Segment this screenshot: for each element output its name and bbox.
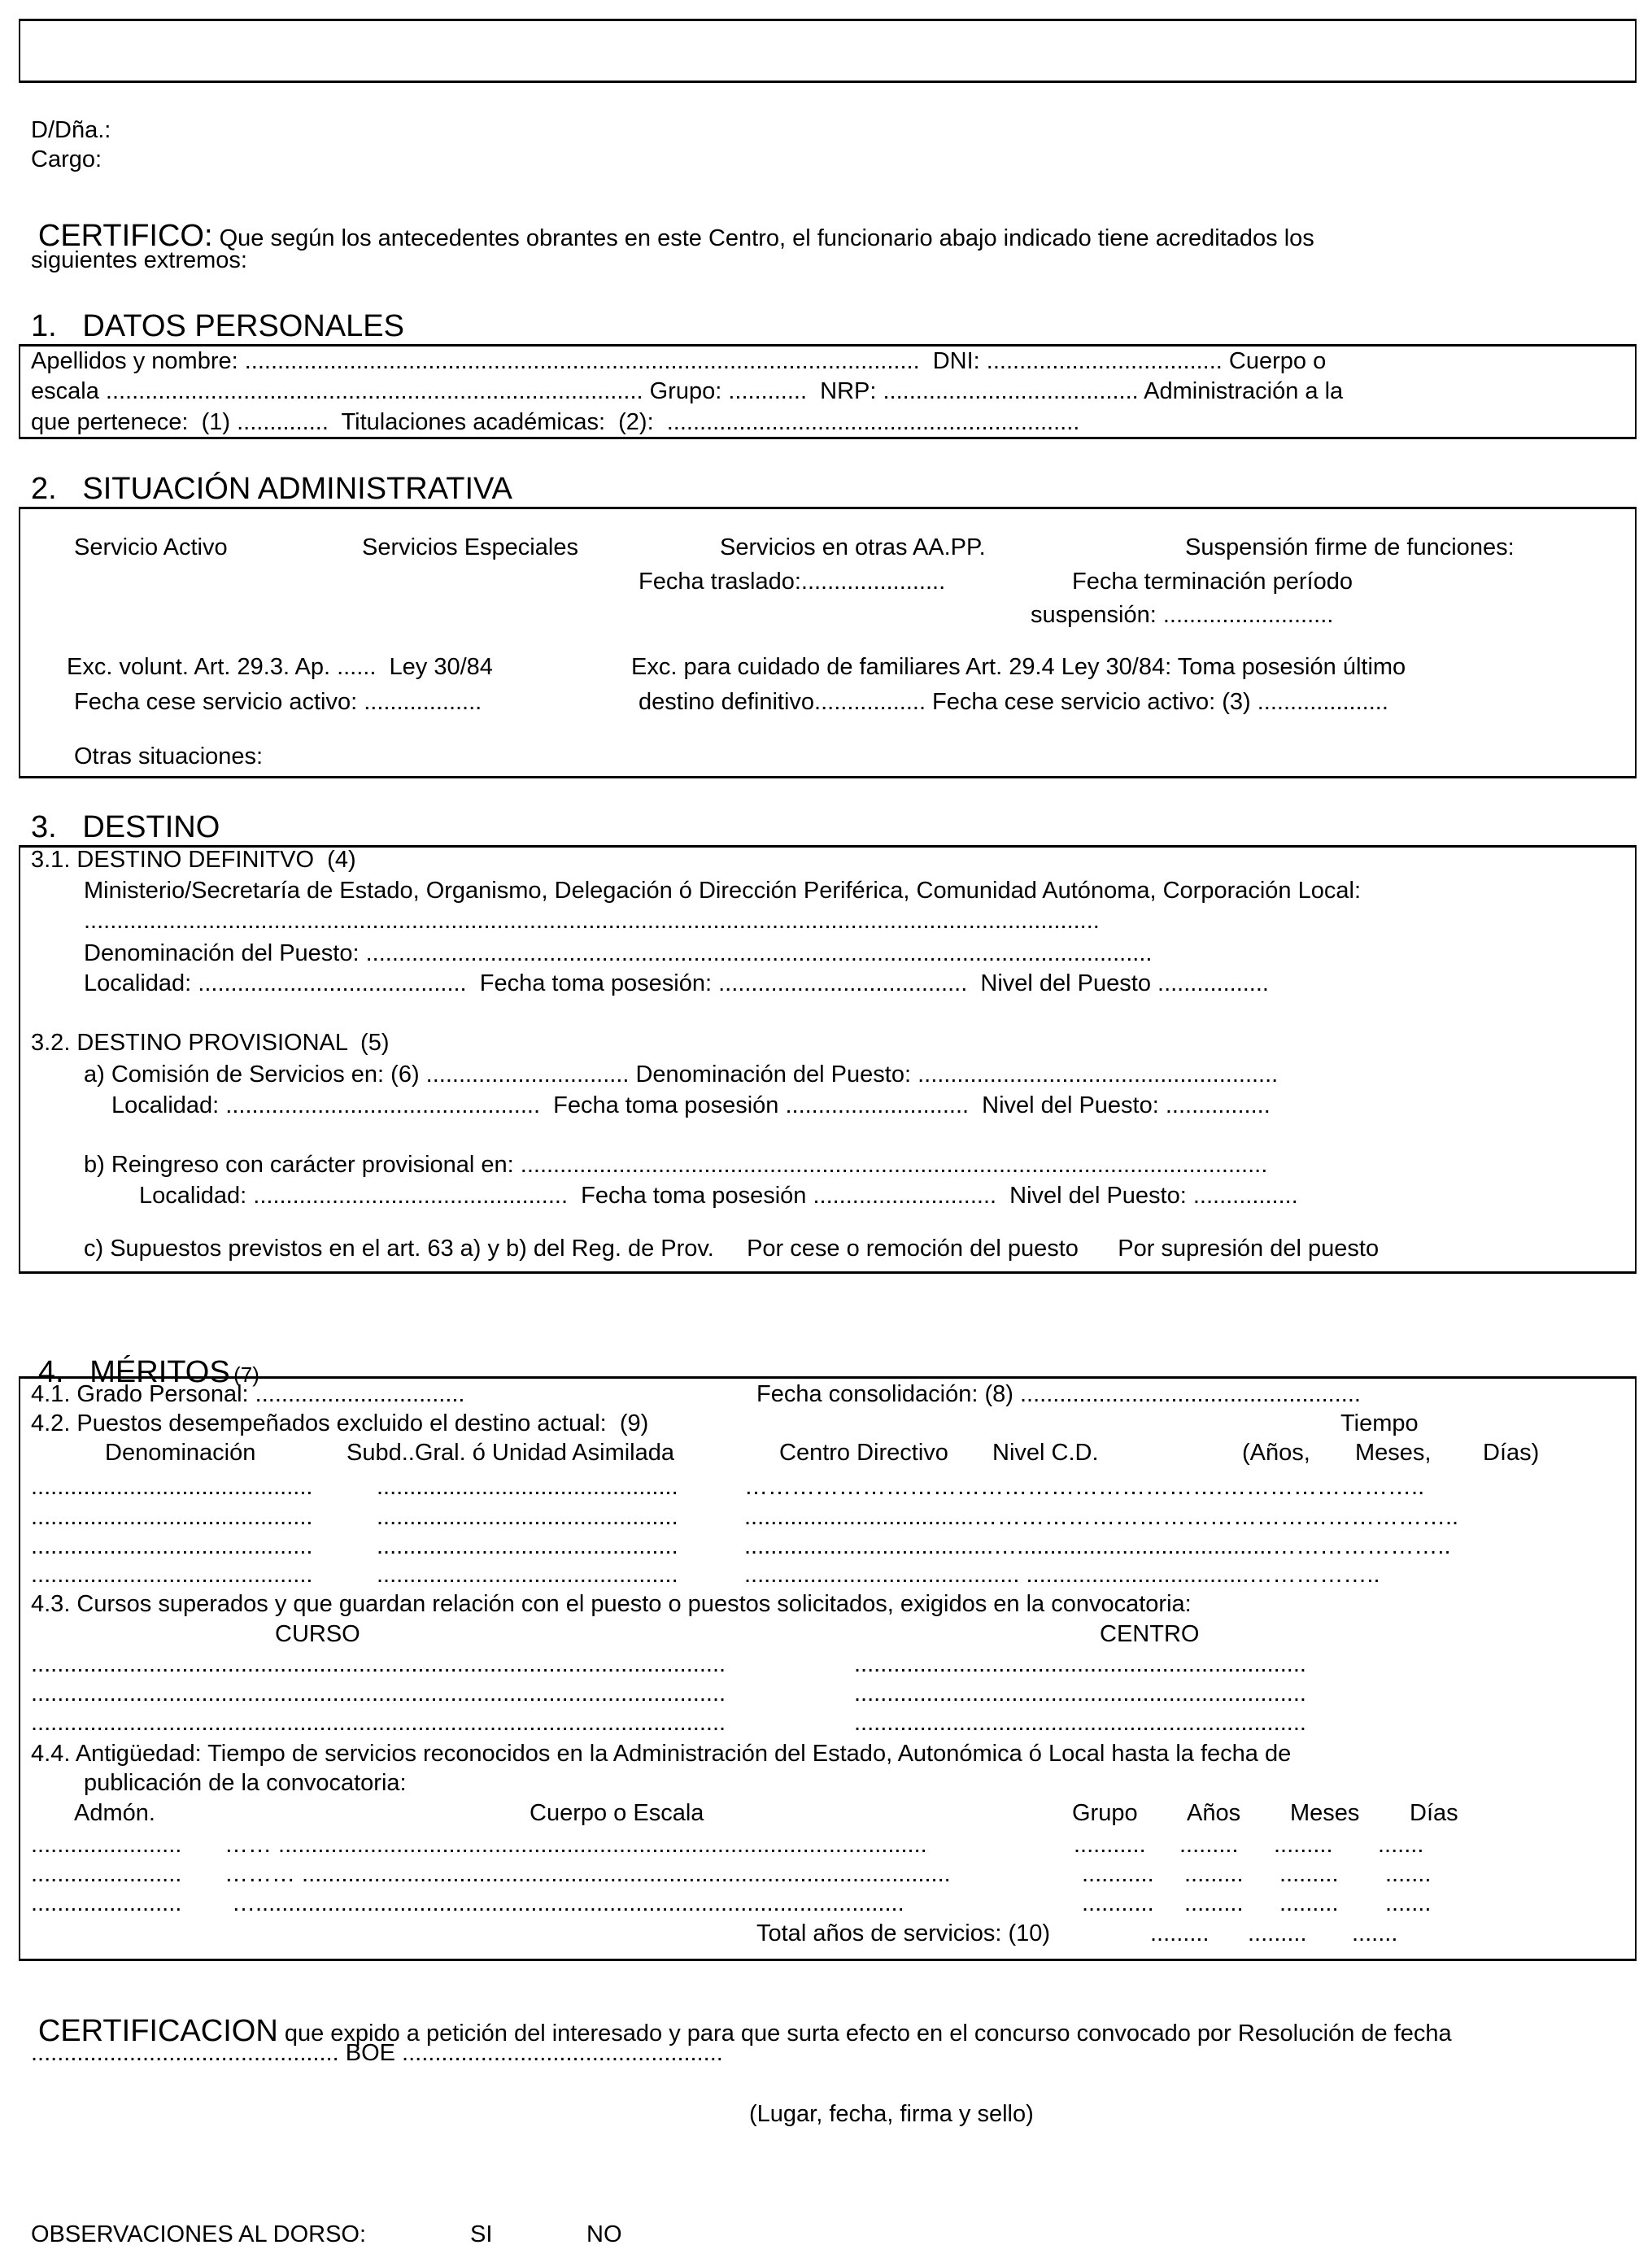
lugar-fecha-firma: (Lugar, fecha, firma y sello) bbox=[749, 2101, 1034, 2127]
ministerio-dots: ........................................................................................................................................................... bbox=[84, 908, 1100, 934]
antiguedad-row: ........... bbox=[1074, 1832, 1146, 1858]
antiguedad-row: ....................... bbox=[31, 1861, 182, 1887]
antiguedad-row: ......... bbox=[1279, 1861, 1339, 1887]
cursos-row: ..................................................................... bbox=[854, 1710, 1306, 1736]
comision-servicios: a) Comisión de Servicios en: (6) ............................... Denominación del Puesto: ....................................................... bbox=[84, 1061, 1279, 1088]
antiguedad-row: ......... bbox=[1184, 1861, 1244, 1887]
antiguedad-row: …................................................................................................... bbox=[232, 1890, 904, 1916]
antiguedad-row: ......... bbox=[1279, 1890, 1339, 1916]
antiguedad-row: ....... bbox=[1378, 1832, 1424, 1858]
certifico-paragraph bbox=[31, 207, 1314, 251]
destino-definitivo-cese: destino definitivo................. Fecha cese servicio activo: (3) .................... bbox=[639, 689, 1388, 715]
col-anos: Años bbox=[1187, 1800, 1241, 1826]
header-box bbox=[19, 19, 1637, 83]
puestos-desempenados: 4.2. Puestos desempeñados excluido el destino actual: (9) bbox=[31, 1410, 649, 1436]
antiguedad: 4.4. Antigüedad: Tiempo de servicios reconocidos en la Administración del Estado, Autonómica ó Local hasta la fecha de bbox=[31, 1741, 1292, 1767]
observaciones-label: OBSERVACIONES AL DORSO: bbox=[31, 2221, 367, 2247]
col-admon: Admón. bbox=[74, 1800, 155, 1826]
ministerio-label: Ministerio/Secretaría de Estado, Organismo, Delegación ó Dirección Periférica, Comunidad Autónoma, Corporación Local: bbox=[84, 878, 1362, 904]
col-subd-gral: Subd..Gral. ó Unidad Asimilada bbox=[347, 1440, 674, 1466]
antiguedad-row: ....................... bbox=[31, 1890, 182, 1916]
antiguedad-row: ......... bbox=[1274, 1832, 1333, 1858]
personal-line-1: Apellidos y nombre: ....................................................................................................... DNI: .................................... Cuerpo o bbox=[31, 348, 1327, 374]
section2-title: 2. SITUACIÓN ADMINISTRATIVA bbox=[31, 472, 512, 506]
cursos-row: .......................................................................................................... bbox=[31, 1710, 726, 1736]
col-cuerpo-escala: Cuerpo o Escala bbox=[530, 1800, 704, 1826]
section1-title: 1. DATOS PERSONALES bbox=[31, 309, 404, 343]
certifico-text-2: siguientes extremos: bbox=[31, 247, 247, 273]
puestos-row: ........................................... bbox=[31, 1504, 313, 1530]
observaciones-no[interactable]: NO bbox=[586, 2221, 622, 2247]
personal-line-2: escala .................................................................................. Grupo: ............ NRP: ....................................... Administración a la bbox=[31, 378, 1344, 404]
personal-line-3: que pertenece: (1) .............. Titulaciones académicas: (2): ............................................................... bbox=[31, 409, 1080, 435]
antiguedad-row: ........... bbox=[1082, 1861, 1154, 1887]
total-dias: ....... bbox=[1352, 1920, 1398, 1946]
destino-provisional-title: 3.2. DESTINO PROVISIONAL (5) bbox=[31, 1030, 390, 1056]
option-exc-cuidado[interactable]: Exc. para cuidado de familiares Art. 29.4 Ley 30/84: Toma posesión último bbox=[631, 654, 1406, 680]
denominacion-puesto-def: Denominación del Puesto: ........................................................................................................................ bbox=[84, 940, 1153, 966]
cursos-row: ..................................................................... bbox=[854, 1651, 1306, 1677]
puestos-row: .............................................. bbox=[377, 1562, 678, 1588]
option-suspension-firme[interactable]: Suspensión firme de funciones: bbox=[1185, 534, 1515, 560]
section4-note: (7) bbox=[233, 1362, 259, 1387]
option-servicios-otras-aapp[interactable]: Servicios en otras AA.PP. bbox=[720, 534, 986, 560]
col-meses: Meses bbox=[1290, 1800, 1360, 1826]
observaciones-si[interactable]: SI bbox=[470, 2221, 493, 2247]
antiguedad-row: …… ................................................................................................... bbox=[224, 1832, 927, 1858]
section3-title: 3. DESTINO bbox=[31, 810, 220, 844]
puestos-row: .............................................. bbox=[377, 1504, 678, 1530]
puestos-row: ........................................... bbox=[31, 1474, 313, 1500]
total-anos: ......... bbox=[1150, 1920, 1210, 1946]
certifico-word: CERTIFICO: bbox=[37, 219, 213, 253]
puestos-row: ...................................…………………………………………………….. bbox=[744, 1504, 1459, 1530]
suspension-date: suspensión: .......................... bbox=[1031, 602, 1334, 628]
fecha-consolidacion: Fecha consolidación: (8) .................................................... bbox=[756, 1381, 1361, 1407]
puestos-row: ......................................….......................................………………….. bbox=[744, 1533, 1451, 1559]
col-denominacion: Denominación bbox=[105, 1440, 256, 1466]
col-dias: Días bbox=[1410, 1800, 1458, 1826]
certifico-text: Que según los antecedentes obrantes en este Centro, el funcionario abajo indicado tiene acreditados los bbox=[212, 225, 1314, 251]
grado-personal: 4.1. Grado Personal: ................................ bbox=[31, 1381, 465, 1407]
puestos-row: ........................................... bbox=[31, 1562, 313, 1588]
comision-localidad: Localidad: ................................................ Fecha toma posesión ............................ Nivel del Puesto: ................ bbox=[111, 1092, 1271, 1118]
certificacion-text: que expido a petición del interesado y para que surta efecto en el concurso convocado por Resolución de fecha bbox=[277, 2020, 1452, 2047]
antiguedad-row: ......... bbox=[1184, 1890, 1244, 1916]
cursos-row: ..................................................................... bbox=[854, 1680, 1306, 1707]
puestos-row: .............................................. bbox=[377, 1474, 678, 1500]
col-centro: CENTRO bbox=[1100, 1621, 1200, 1647]
fecha-terminacion: Fecha terminación período bbox=[1072, 569, 1353, 595]
col-grupo: Grupo bbox=[1072, 1800, 1138, 1826]
destino-definitivo-title: 3.1. DESTINO DEFINITVO (4) bbox=[31, 847, 356, 873]
col-curso: CURSO bbox=[275, 1621, 360, 1647]
name-label: D/Dña.: bbox=[31, 117, 111, 143]
col-nivel-cd: Nivel C.D. bbox=[992, 1440, 1099, 1466]
certificacion-word: CERTIFICACION bbox=[37, 2014, 278, 2048]
puestos-row: …………………………………………………….…………………….. bbox=[744, 1474, 1425, 1500]
puestos-row: .............................................. bbox=[377, 1533, 678, 1559]
col-dias: Días) bbox=[1483, 1440, 1540, 1466]
localidad-def: Localidad: ......................................... Fecha toma posesión: ...................................... Nivel del Puesto ................. bbox=[84, 970, 1269, 996]
total-meses: ......... bbox=[1248, 1920, 1307, 1946]
fecha-cese: Fecha cese servicio activo: .................. bbox=[74, 689, 482, 715]
option-servicio-activo[interactable]: Servicio Activo bbox=[74, 534, 228, 560]
total-anos-label: Total años de servicios: (10) bbox=[756, 1920, 1051, 1946]
cursos-superados: 4.3. Cursos superados y que guardan relación con el puesto o puestos solicitados, exigidos en la convocatoria: bbox=[31, 1591, 1192, 1617]
supuestos-previstos[interactable]: c) Supuestos previstos en el art. 63 a) y b) del Reg. de Prov. Por cese o remoción del puesto Por supresión del puesto bbox=[84, 1236, 1380, 1262]
boe-line: ............................................... BOE ................................................. bbox=[31, 2040, 723, 2066]
cargo-label: Cargo: bbox=[31, 146, 102, 172]
option-otras-situaciones[interactable]: Otras situaciones: bbox=[74, 743, 264, 769]
reingreso-localidad: Localidad: ................................................ Fecha toma posesión ............................ Nivel del Puesto: ................ bbox=[139, 1183, 1298, 1209]
antiguedad-row: ....... bbox=[1385, 1861, 1432, 1887]
tiempo-header: Tiempo bbox=[1340, 1410, 1419, 1436]
option-servicios-especiales[interactable]: Servicios Especiales bbox=[362, 534, 578, 560]
cursos-row: .......................................................................................................... bbox=[31, 1680, 726, 1707]
antiguedad-row: ……… ................................................................................................... bbox=[224, 1861, 951, 1887]
puestos-row: .......................................... ..................................…………….. bbox=[744, 1562, 1380, 1588]
cursos-row: .......................................................................................................... bbox=[31, 1651, 726, 1677]
antiguedad-row: ......... bbox=[1179, 1832, 1239, 1858]
section4-title-text: 4. MÉRITOS bbox=[37, 1355, 230, 1389]
antiguedad-row: ....... bbox=[1385, 1890, 1432, 1916]
antiguedad-row: ....................... bbox=[31, 1832, 182, 1858]
antiguedad-row: ........... bbox=[1082, 1890, 1154, 1916]
option-exc-volunt[interactable]: Exc. volunt. Art. 29.3. Ap. ...... Ley 30/84 bbox=[67, 654, 493, 680]
col-centro-directivo: Centro Directivo bbox=[779, 1440, 948, 1466]
puestos-row: ........................................... bbox=[31, 1533, 313, 1559]
reingreso-provisional: b) Reingreso con carácter provisional en: .................................................................................................................. bbox=[84, 1152, 1268, 1178]
col-anos: (Años, bbox=[1242, 1440, 1310, 1466]
antiguedad-2: publicación de la convocatoria: bbox=[84, 1770, 407, 1796]
fecha-traslado: Fecha traslado:...................... bbox=[639, 569, 946, 595]
col-meses: Meses, bbox=[1355, 1440, 1432, 1466]
